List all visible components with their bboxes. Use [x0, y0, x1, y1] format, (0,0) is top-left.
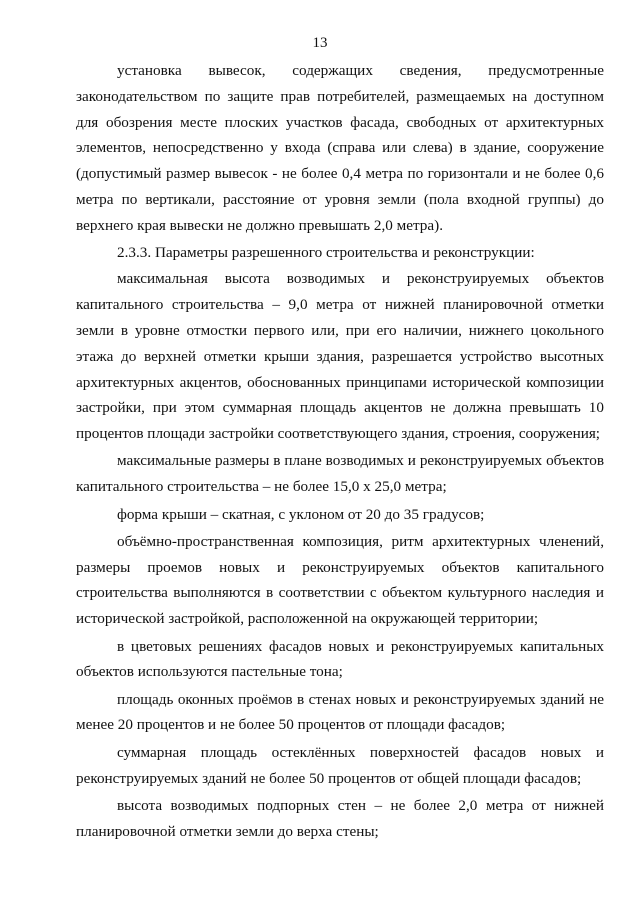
paragraph-max-plan-size: максимальные размеры в плане возводимых и реконструируемых объектов капитального строительства – не более 15,0 х 25,0 метра; — [76, 452, 604, 496]
paragraph-facade-colors: в цветовых решениях фасадов новых и реконструируемых капитальных объектов используются пастельные тона; — [76, 637, 604, 681]
paragraph-max-height: максимальная высота возводимых и реконструируемых объектов капитального строительства – 9,0 метра от нижней планировочной отметки земли в уровне отмостки первого или, при его наличии, нижнего цокольного этажа до верхней отметки крыши здания, разрешается устройство высотных архитектурных акцентов, обоснованных принципами исторической композиции застройки, при этом суммарная площадь акцентов не должна превышать 10 процентов площади застройки соответствующего здания, строения, сооружения; — [76, 270, 604, 443]
section-heading-2-3-3: 2.3.3. Параметры разрешенного строительства и реконструкции: — [117, 244, 535, 262]
document-body — [76, 58, 604, 846]
paragraph-glazing-area: суммарная площадь остеклённых поверхностей фасадов новых и реконструируемых зданий не более 50 процентов от общей площади фасадов; — [76, 743, 604, 787]
paragraph-volume-composition: объёмно-пространственная композиция, ритм архитектурных членений, размеры проемов новых и реконструируемых объектов капитального строительства выполняются в соответствии с объектом культурного наследия и исторической застройкой, расположенной на окружающей территории; — [76, 532, 604, 628]
paragraph-signage: установка вывесок, содержащих сведения, предусмотренные законодательством по защите прав потребителей, размещаемых на доступном для обозрения месте плоских участков фасада, свободных от архитектурных элементов, непосредственно у входа (справа или слева) в здание, сооружение (допустимый размер вывесок - не более 0,4 метра по горизонтали и не более 0,6 метра по вертикали, расстояние от уровня земли (пола входной группы) до верхнего края вывески не должно превышать 2,0 метра). — [76, 62, 604, 234]
paragraph-window-area: площадь оконных проёмов в стенах новых и реконструируемых зданий не менее 20 процентов и не более 50 процентов от площади фасадов; — [76, 690, 604, 734]
page-number: 13 — [312, 35, 328, 51]
paragraph-roof-shape: форма крыши – скатная, с уклоном от 20 до 35 градусов; — [117, 505, 485, 523]
paragraph-retaining-walls: высота возводимых подпорных стен – не более 2,0 метра от нижней планировочной отметки земли до верха стены; — [76, 796, 604, 840]
